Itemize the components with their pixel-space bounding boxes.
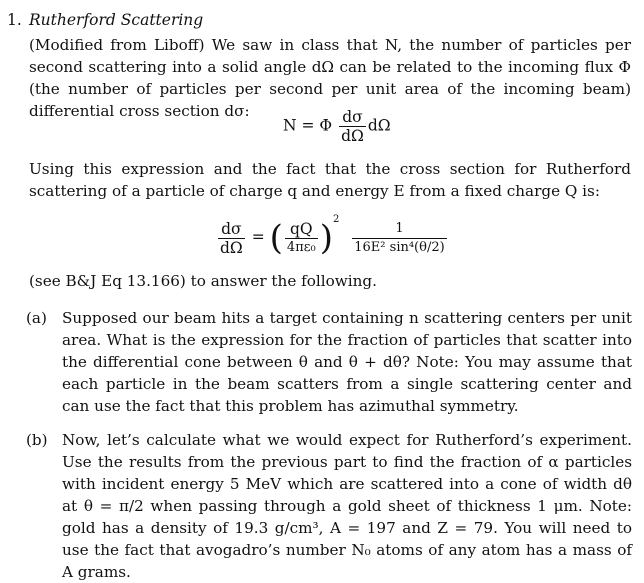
- part-b-item: [26, 429, 632, 583]
- eq1-denominator: dΩ: [341, 127, 364, 145]
- part-a-text: Supposed our beam hits a target containing n scattering centers per unit area. What is the expression for the fraction of particles that scatter into the differential cone between θ and θ + dθ? Note: You may assume that each particle in the beam scatters from a single scattering center and can use the fact that this problem has azimuthal symmetry.: [62, 309, 632, 415]
- part-a: [26, 307, 632, 417]
- eq1-fraction: [339, 108, 366, 145]
- part-b: [26, 429, 632, 583]
- part-a-item: [26, 307, 632, 417]
- eq2-lhs-fraction: [218, 220, 245, 257]
- eq2-inner-fraction: [285, 220, 318, 257]
- eq1-lhs: N = Φ: [283, 116, 333, 135]
- middle-paragraph: Using this expression and the fact that the cross section for Rutherford scattering of a particle of charge q and energy E from a fixed charge Q is:: [29, 160, 631, 200]
- flux-equation: [283, 108, 391, 145]
- eq2-right-den: 16E² sin⁴(θ/2): [354, 239, 445, 255]
- eq2-right-fraction: [352, 220, 446, 257]
- problem-number: 1.: [7, 11, 22, 29]
- intro-paragraph: (Modified from Liboff) We saw in class that N, the number of particles per second scattering into a solid angle dΩ can be related to the incoming flux Φ (the number of particles per second per unit area of the incoming beam) differential cross section dσ:: [29, 36, 631, 120]
- part-b-label: (b): [26, 431, 48, 449]
- part-b-text: Now, let’s calculate what we would expect for Rutherford’s experiment. Use the results from the previous part to find the fraction of α particles with incident energy 5 MeV which are scattered into a cone of width dθ at θ = π/2 when passing through a gold sheet of thickness 1 μm. Note: gold has a density of 19.3 g/cm³, A = 197 and Z = 79. You will need to use the fact that avogadro’s number N₀ atoms of any atom has a mass of A grams.: [62, 431, 632, 581]
- see-reference: (see B&J Eq 13.166) to answer the following.: [29, 272, 377, 290]
- part-a-label: (a): [26, 309, 47, 327]
- eq1-tail: dΩ: [367, 116, 391, 135]
- problem-title: Rutherford Scattering: [29, 11, 204, 29]
- eq2-paren-open: (: [269, 218, 283, 258]
- eq1-numerator: dσ: [342, 108, 363, 126]
- eq2-lhs-num: dσ: [221, 219, 242, 238]
- rutherford-cross-section-equation: [216, 214, 449, 258]
- eq2-equals: =: [251, 228, 265, 246]
- eq2-right-num: 1: [395, 220, 404, 236]
- eq2-paren-close: ): [319, 218, 333, 258]
- eq2-power: 2: [332, 214, 340, 225]
- eq2-lhs-den: dΩ: [220, 238, 243, 257]
- eq2-inner-num: qQ: [289, 219, 313, 238]
- problem-heading: [7, 11, 203, 29]
- eq2-inner-den: 4πε₀: [286, 239, 316, 255]
